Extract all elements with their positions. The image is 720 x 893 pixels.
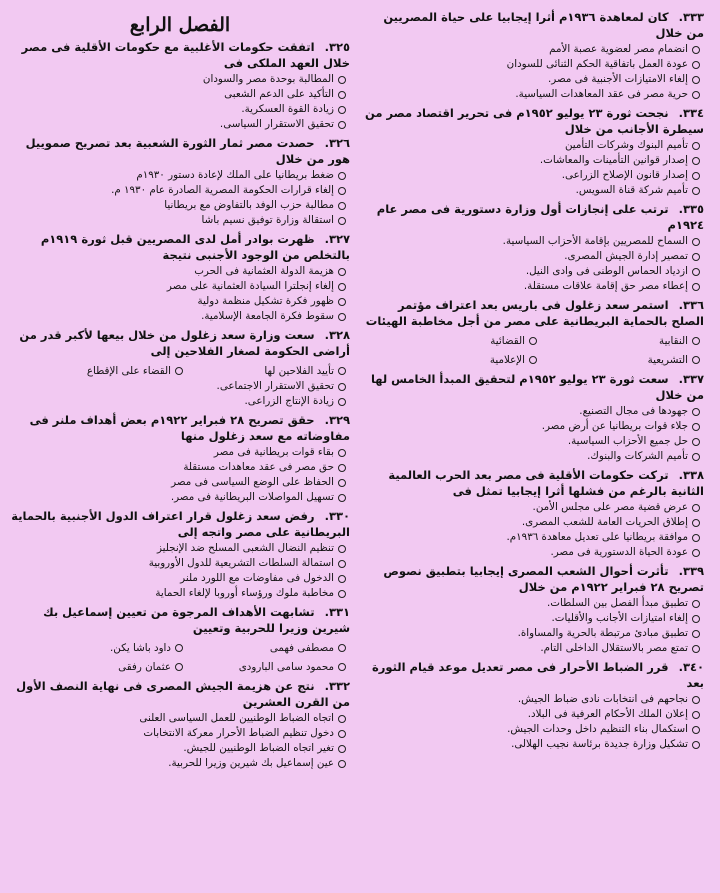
radio-icon[interactable] bbox=[692, 172, 700, 180]
option[interactable] bbox=[364, 626, 700, 641]
option-label: تسهيل المواصلات البريطانية فى مصر. bbox=[170, 491, 334, 503]
option[interactable] bbox=[364, 737, 700, 752]
question-text: نجحت ثورة ٢٣ يوليو ١٩٥٢م فى تحرير اقتصاد مصر من سيطرة الأجانب من خلال bbox=[365, 106, 704, 136]
option[interactable] bbox=[379, 334, 537, 349]
option-label: إصدار قانون الإصلاح الزراعى. bbox=[561, 169, 688, 181]
question-number: ٣٤٠. bbox=[678, 660, 704, 674]
question-331 bbox=[10, 604, 350, 675]
radio-icon[interactable] bbox=[338, 715, 346, 723]
radio-icon[interactable] bbox=[338, 367, 346, 375]
option-label: التشريعية bbox=[647, 353, 688, 366]
radio-icon[interactable] bbox=[692, 534, 700, 542]
option-label: تنظيم النضال الشعبى المسلح ضد الإنجليز bbox=[156, 542, 334, 554]
option[interactable] bbox=[10, 445, 346, 460]
option[interactable] bbox=[10, 87, 346, 102]
option[interactable] bbox=[10, 586, 346, 601]
option-label: تأميم شركة قناة السويس. bbox=[575, 184, 688, 196]
radio-icon[interactable] bbox=[338, 398, 346, 406]
question-330 bbox=[10, 508, 350, 601]
question-326 bbox=[10, 135, 350, 228]
radio-icon[interactable] bbox=[338, 560, 346, 568]
option[interactable] bbox=[25, 364, 183, 379]
radio-icon[interactable] bbox=[338, 283, 346, 291]
option[interactable] bbox=[364, 515, 700, 530]
radio-icon[interactable] bbox=[692, 615, 700, 623]
question-number: ٣٣٩. bbox=[678, 564, 704, 578]
option-label: عودة الحياة الدستورية فى مصر. bbox=[550, 546, 688, 558]
option-label: الدخول فى مفاوضات مع اللورد ملنر bbox=[180, 572, 334, 584]
option[interactable] bbox=[364, 72, 700, 87]
radio-icon[interactable] bbox=[692, 76, 700, 84]
option-label: حرية مصر فى عقد المعاهدات السياسية. bbox=[515, 88, 688, 100]
option-label: مخاطبة ملوك ورؤساء أوروبا لإلغاء الحماية bbox=[155, 587, 334, 599]
option-label: النقابية bbox=[659, 334, 688, 347]
question-number: ٣٢٨. bbox=[324, 328, 350, 342]
option-label: استكمال بناء التنظيم داخل وحدات الجيش. bbox=[507, 723, 688, 735]
question-text: ترتب على إنجازات أول وزارة دستورية فى مصر عام ١٩٢٤م bbox=[376, 202, 704, 232]
question-327 bbox=[10, 231, 350, 324]
option[interactable] bbox=[10, 379, 346, 394]
option[interactable] bbox=[10, 741, 346, 756]
radio-icon[interactable] bbox=[175, 663, 183, 671]
radio-icon[interactable] bbox=[692, 549, 700, 557]
option[interactable] bbox=[10, 726, 346, 741]
option-label: تطبيق مبادئ مرتبطة بالحرية والمساواة. bbox=[517, 627, 688, 639]
question-number: ٣٣٢. bbox=[324, 679, 350, 693]
radio-icon[interactable] bbox=[175, 367, 183, 375]
radio-icon[interactable] bbox=[692, 519, 700, 527]
radio-icon[interactable] bbox=[692, 423, 700, 431]
option[interactable] bbox=[542, 353, 700, 368]
option-label: الإعلامية bbox=[489, 353, 525, 366]
option-label: حل جميع الأحزاب السياسية. bbox=[567, 435, 688, 447]
question-325 bbox=[10, 39, 350, 132]
option[interactable] bbox=[364, 434, 700, 449]
question-number: ٣٢٦. bbox=[324, 136, 350, 150]
option[interactable] bbox=[188, 641, 346, 656]
radio-icon[interactable] bbox=[338, 172, 346, 180]
option[interactable] bbox=[364, 707, 700, 722]
question-335 bbox=[364, 201, 704, 294]
left-column bbox=[364, 6, 704, 893]
option-label: مطالبة حزب الوفد بالتفاوض مع بريطانيا bbox=[164, 199, 334, 211]
question-text: حقق تصريح ٢٨ فبراير ١٩٢٢م بعض أهداف ملنر فى مفاوضاته مع سعد زغلول منها bbox=[29, 413, 350, 443]
question-332 bbox=[10, 678, 350, 771]
question-text: رفض سعد زغلول قرار اعتراف الدول الأجنبية بالحماية البريطانية على مصر واتجه إلى bbox=[11, 509, 350, 539]
radio-icon[interactable] bbox=[338, 121, 346, 129]
option[interactable] bbox=[364, 692, 700, 707]
radio-icon[interactable] bbox=[338, 745, 346, 753]
question-text: تركت حكومات الأقلية فى مصر بعد الحرب العالمية الثانية بالرغم من فشلها أثرا إيجابيا تمثل فى bbox=[388, 468, 704, 498]
option-label: السماح للمصريين بإقامة الأحزاب السياسية. bbox=[502, 235, 688, 247]
option-label: تأييد الفلاحين لها bbox=[264, 364, 334, 377]
question-text: قرر الضباط الأحرار فى مصر تعديل موعد قيام الثورة بعد bbox=[371, 660, 704, 690]
option[interactable] bbox=[10, 279, 346, 294]
radio-icon[interactable] bbox=[692, 696, 700, 704]
question-text: تأثرت أحوال الشعب المصرى إيجابيا بتطبيق نصوص تصريح ٢٨ فبراير ١٩٢٢م من خلال bbox=[383, 564, 704, 594]
option-label: زيادة الإنتاج الزراعى. bbox=[244, 395, 334, 407]
radio-icon[interactable] bbox=[692, 157, 700, 165]
option[interactable] bbox=[10, 294, 346, 309]
radio-icon[interactable] bbox=[338, 76, 346, 84]
option-label: هزيمة الدولة العثمانية فى الحرب bbox=[194, 265, 334, 277]
option-label: نجاحهم فى انتخابات نادى ضباط الجيش. bbox=[517, 693, 688, 705]
option-label: القضائية bbox=[490, 334, 525, 347]
radio-icon[interactable] bbox=[692, 268, 700, 276]
option-label: تطبيق مبدأ الفصل بين السلطات. bbox=[547, 597, 688, 609]
option[interactable] bbox=[10, 309, 346, 324]
option[interactable] bbox=[10, 711, 346, 726]
question-number: ٣٢٥. bbox=[324, 40, 350, 54]
question-text: استمر سعد زغلول فى باريس بعد اعتراف مؤتمر الصلح بالحماية البريطانية على مصر من أجل مخاطبة الهيئات bbox=[365, 298, 704, 328]
radio-icon[interactable] bbox=[692, 253, 700, 261]
option-label: حق مصر فى عقد معاهدات مستقلة bbox=[183, 461, 334, 473]
option-label: إعلان الملك الأحكام العرفية فى البلاد. bbox=[527, 708, 688, 720]
radio-icon[interactable] bbox=[692, 283, 700, 291]
option[interactable] bbox=[364, 500, 700, 515]
radio-icon[interactable] bbox=[338, 730, 346, 738]
question-text: سعت وزارة سعد زغلول من خلال بيعها لأكبر قدر من أراضى الحكومة لصغار الفلاحين إلى bbox=[19, 328, 350, 358]
question-338 bbox=[364, 467, 704, 560]
radio-icon[interactable] bbox=[338, 663, 346, 671]
option[interactable] bbox=[10, 490, 346, 505]
question-337 bbox=[364, 371, 704, 464]
radio-icon[interactable] bbox=[692, 726, 700, 734]
radio-icon[interactable] bbox=[692, 600, 700, 608]
question-number: ٣٣٨. bbox=[678, 468, 704, 482]
option-label: إلغاء قرارات الحكومة المصرية الصادرة عام ١٩٣٠ م. bbox=[111, 184, 334, 196]
option-label: عرض قضية مصر على مجلس الأمن. bbox=[532, 501, 688, 513]
question-text: نتج عن هزيمة الجيش المصرى فى نهاية النصف الأول من القرن العشرين bbox=[16, 679, 350, 709]
question-number: ٣٢٧. bbox=[324, 232, 350, 246]
option[interactable] bbox=[364, 87, 700, 102]
option[interactable] bbox=[364, 138, 700, 153]
option-label: تشكيل وزارة جديدة برئاسة نجيب الهلالى. bbox=[511, 738, 688, 750]
option-label: ظهور فكرة تشكيل منظمة دولية bbox=[197, 295, 334, 307]
radio-icon[interactable] bbox=[338, 313, 346, 321]
question-number: ٣٣٤. bbox=[678, 106, 704, 120]
question-number: ٣٣٦. bbox=[678, 298, 704, 312]
option[interactable] bbox=[25, 660, 183, 675]
option[interactable] bbox=[10, 183, 346, 198]
option[interactable] bbox=[10, 556, 346, 571]
question-number: ٣٣١. bbox=[324, 605, 350, 619]
radio-icon[interactable] bbox=[338, 545, 346, 553]
radio-icon[interactable] bbox=[338, 298, 346, 306]
question-333 bbox=[364, 9, 704, 102]
option-label: اتجاه الضباط الوطنيين للعمل السياسى العلنى bbox=[139, 712, 334, 724]
option-label: جهودها فى مجال التصنيع. bbox=[579, 405, 688, 417]
option-label: المطالبة بوحدة مصر والسودان bbox=[202, 73, 334, 85]
option-label: تمصير إدارة الجيش المصرى. bbox=[564, 250, 688, 262]
radio-icon[interactable] bbox=[692, 645, 700, 653]
option[interactable] bbox=[10, 756, 346, 771]
option-label: إلغاء الامتيازات الأجنبية فى مصر. bbox=[547, 73, 688, 85]
question-number: ٣٣٣. bbox=[678, 10, 704, 24]
question-text: كان لمعاهدة ١٩٣٦م أثرا إيجابيا على حياة المصريين من خلال bbox=[383, 10, 704, 40]
option[interactable] bbox=[364, 57, 700, 72]
chapter-title: الفصل الرابع bbox=[129, 14, 231, 36]
radio-icon[interactable] bbox=[338, 106, 346, 114]
radio-icon[interactable] bbox=[338, 217, 346, 225]
radio-icon[interactable] bbox=[692, 337, 700, 345]
option[interactable] bbox=[10, 541, 346, 556]
option[interactable] bbox=[10, 117, 346, 132]
option[interactable] bbox=[10, 213, 346, 228]
radio-icon[interactable] bbox=[338, 590, 346, 598]
radio-icon[interactable] bbox=[529, 356, 537, 364]
option[interactable] bbox=[364, 279, 700, 294]
option-label: تأميم البنوك وشركات التأمين bbox=[564, 139, 688, 151]
radio-icon[interactable] bbox=[338, 187, 346, 195]
option-label: عثمان رفقى bbox=[118, 660, 171, 673]
question-329 bbox=[10, 412, 350, 505]
radio-icon[interactable] bbox=[692, 711, 700, 719]
option-label: استمالة السلطات التشريعية للدول الأوروبية bbox=[148, 557, 334, 569]
option[interactable] bbox=[364, 404, 700, 419]
option[interactable] bbox=[379, 353, 537, 368]
question-number: ٣٣٠. bbox=[324, 509, 350, 523]
option[interactable] bbox=[364, 153, 700, 168]
option[interactable] bbox=[364, 234, 700, 249]
option-label: تأميم الشركات والبنوك. bbox=[587, 450, 688, 462]
radio-icon[interactable] bbox=[338, 202, 346, 210]
radio-icon[interactable] bbox=[338, 494, 346, 502]
option-label: تحقيق الاستقرار الاجتماعى. bbox=[216, 380, 334, 392]
option[interactable] bbox=[364, 168, 700, 183]
radio-icon[interactable] bbox=[692, 187, 700, 195]
option-label: ازدياد الحماس الوطنى فى وادى النيل. bbox=[525, 265, 688, 277]
radio-icon[interactable] bbox=[338, 449, 346, 457]
option-label: داود باشا يكن. bbox=[110, 641, 171, 654]
option[interactable] bbox=[364, 183, 700, 198]
radio-icon[interactable] bbox=[692, 142, 700, 150]
option[interactable] bbox=[364, 545, 700, 560]
question-text: حصدت مصر ثمار الثورة الشعبية بعد تصريح صموييل هور من خلال bbox=[25, 136, 350, 166]
radio-icon[interactable] bbox=[338, 91, 346, 99]
option-label: سقوط فكرة الجامعة الإسلامية. bbox=[201, 310, 334, 322]
option[interactable] bbox=[364, 419, 700, 434]
option[interactable] bbox=[10, 460, 346, 475]
radio-icon[interactable] bbox=[338, 575, 346, 583]
option[interactable] bbox=[364, 641, 700, 656]
option-label: بقاء قوات بريطانية فى مصر bbox=[213, 446, 334, 458]
option-label: تمتع مصر بالاستقلال الداخلى التام. bbox=[540, 642, 688, 654]
option-label: موافقة بريطانيا على تعديل معاهدة ١٩٣٦م. bbox=[506, 531, 688, 543]
option-label: إصدار قوانين التأمينات والمعاشات. bbox=[539, 154, 688, 166]
radio-icon[interactable] bbox=[692, 238, 700, 246]
question-334 bbox=[364, 105, 704, 198]
radio-icon[interactable] bbox=[692, 356, 700, 364]
option-label: عودة العمل باتفاقية الحكم الثنائى للسودان bbox=[506, 58, 688, 70]
radio-icon[interactable] bbox=[175, 644, 183, 652]
radio-icon[interactable] bbox=[338, 464, 346, 472]
option[interactable] bbox=[364, 530, 700, 545]
radio-icon[interactable] bbox=[692, 408, 700, 416]
radio-icon[interactable] bbox=[529, 337, 537, 345]
option[interactable] bbox=[10, 475, 346, 490]
question-336 bbox=[364, 297, 704, 368]
option-label: تغير اتجاه الضباط الوطنيين للجيش. bbox=[183, 742, 334, 754]
option[interactable] bbox=[10, 264, 346, 279]
option-label: القضاء على الإقطاع bbox=[86, 364, 171, 377]
option-label: إلغاء امتيازات الأجانب والأقليات. bbox=[551, 612, 688, 624]
option[interactable] bbox=[188, 364, 346, 379]
question-328 bbox=[10, 327, 350, 409]
question-number: ٣٣٥. bbox=[678, 202, 704, 216]
question-340 bbox=[364, 659, 704, 752]
option[interactable] bbox=[364, 449, 700, 464]
radio-icon[interactable] bbox=[338, 760, 346, 768]
radio-icon[interactable] bbox=[692, 438, 700, 446]
question-number: ٣٣٧. bbox=[678, 372, 704, 386]
radio-icon[interactable] bbox=[692, 46, 700, 54]
option-label: زيادة القوة العسكرية. bbox=[241, 103, 334, 115]
option[interactable] bbox=[542, 334, 700, 349]
option-label: تحقيق الاستقرار السياسى. bbox=[219, 118, 334, 130]
radio-icon[interactable] bbox=[692, 91, 700, 99]
radio-icon[interactable] bbox=[692, 504, 700, 512]
question-339 bbox=[364, 563, 704, 656]
radio-icon[interactable] bbox=[338, 644, 346, 652]
radio-icon[interactable] bbox=[692, 453, 700, 461]
option-label: جلاء قوات بريطانيا عن أرض مصر. bbox=[541, 420, 688, 432]
option[interactable] bbox=[364, 42, 700, 57]
option-label: استقالة وزارة توفيق نسيم باشا bbox=[201, 214, 334, 226]
option[interactable] bbox=[10, 394, 346, 409]
option-label: إلغاء إنجلترا السيادة العثمانية على مصر bbox=[166, 280, 334, 292]
option[interactable] bbox=[10, 168, 346, 183]
option[interactable] bbox=[364, 596, 700, 611]
radio-icon[interactable] bbox=[338, 383, 346, 391]
question-number: ٣٢٩. bbox=[324, 413, 350, 427]
option-label: انضمام مصر لعضوية عصبة الأمم bbox=[549, 43, 688, 55]
option[interactable] bbox=[364, 264, 700, 279]
question-text: تشابهت الأهداف المرجوة من تعيين إسماعيل بك شيرين وزيرا للحربية وتعيين bbox=[43, 605, 350, 635]
radio-icon[interactable] bbox=[692, 630, 700, 638]
option-label: دخول تنظيم الضباط الأحرار معركة الانتخابات bbox=[143, 727, 334, 739]
option[interactable] bbox=[10, 102, 346, 117]
option-label: عين إسماعيل بك شيرين وزيرا للحربية. bbox=[168, 757, 334, 769]
question-text: ظهرت بوادر أمل لدى المصريين قبل ثورة ١٩١٩م بالتخلص من الوجود الأجنبى نتيجة bbox=[40, 232, 350, 262]
option[interactable] bbox=[25, 641, 183, 656]
question-text: سعت ثورة ٢٣ يوليو ١٩٥٢م لتحقيق المبدأ الخامس لها من خلال bbox=[370, 372, 704, 402]
radio-icon[interactable] bbox=[692, 61, 700, 69]
option-label: محمود سامى البارودى bbox=[238, 660, 334, 673]
radio-icon[interactable] bbox=[692, 741, 700, 749]
option-label: إطلاق الحريات العامة للشعب المصرى. bbox=[521, 516, 688, 528]
option-label: التأكيد على الدعم الشعبى bbox=[224, 88, 334, 100]
option[interactable] bbox=[364, 249, 700, 264]
option-label: إعطاء مصر حق إقامة علاقات مستقلة. bbox=[523, 280, 688, 292]
option[interactable] bbox=[364, 611, 700, 626]
option-label: ضغط بريطانيا على الملك لإعادة دستور ١٩٣٠م bbox=[136, 169, 334, 181]
question-text: اتفقت حكومات الأغلبية مع حكومات الأقلية فى مصر خلال العهد الملكى فى bbox=[21, 40, 350, 70]
radio-icon[interactable] bbox=[338, 268, 346, 276]
option[interactable] bbox=[364, 722, 700, 737]
option-label: الحفاظ على الوضع السياسى فى مصر bbox=[171, 476, 334, 488]
option-label: مصطفى فهمى bbox=[269, 641, 334, 654]
option[interactable] bbox=[10, 198, 346, 213]
option[interactable] bbox=[10, 72, 346, 87]
option[interactable] bbox=[188, 660, 346, 675]
option[interactable] bbox=[10, 571, 346, 586]
radio-icon[interactable] bbox=[338, 479, 346, 487]
right-column bbox=[10, 6, 350, 893]
